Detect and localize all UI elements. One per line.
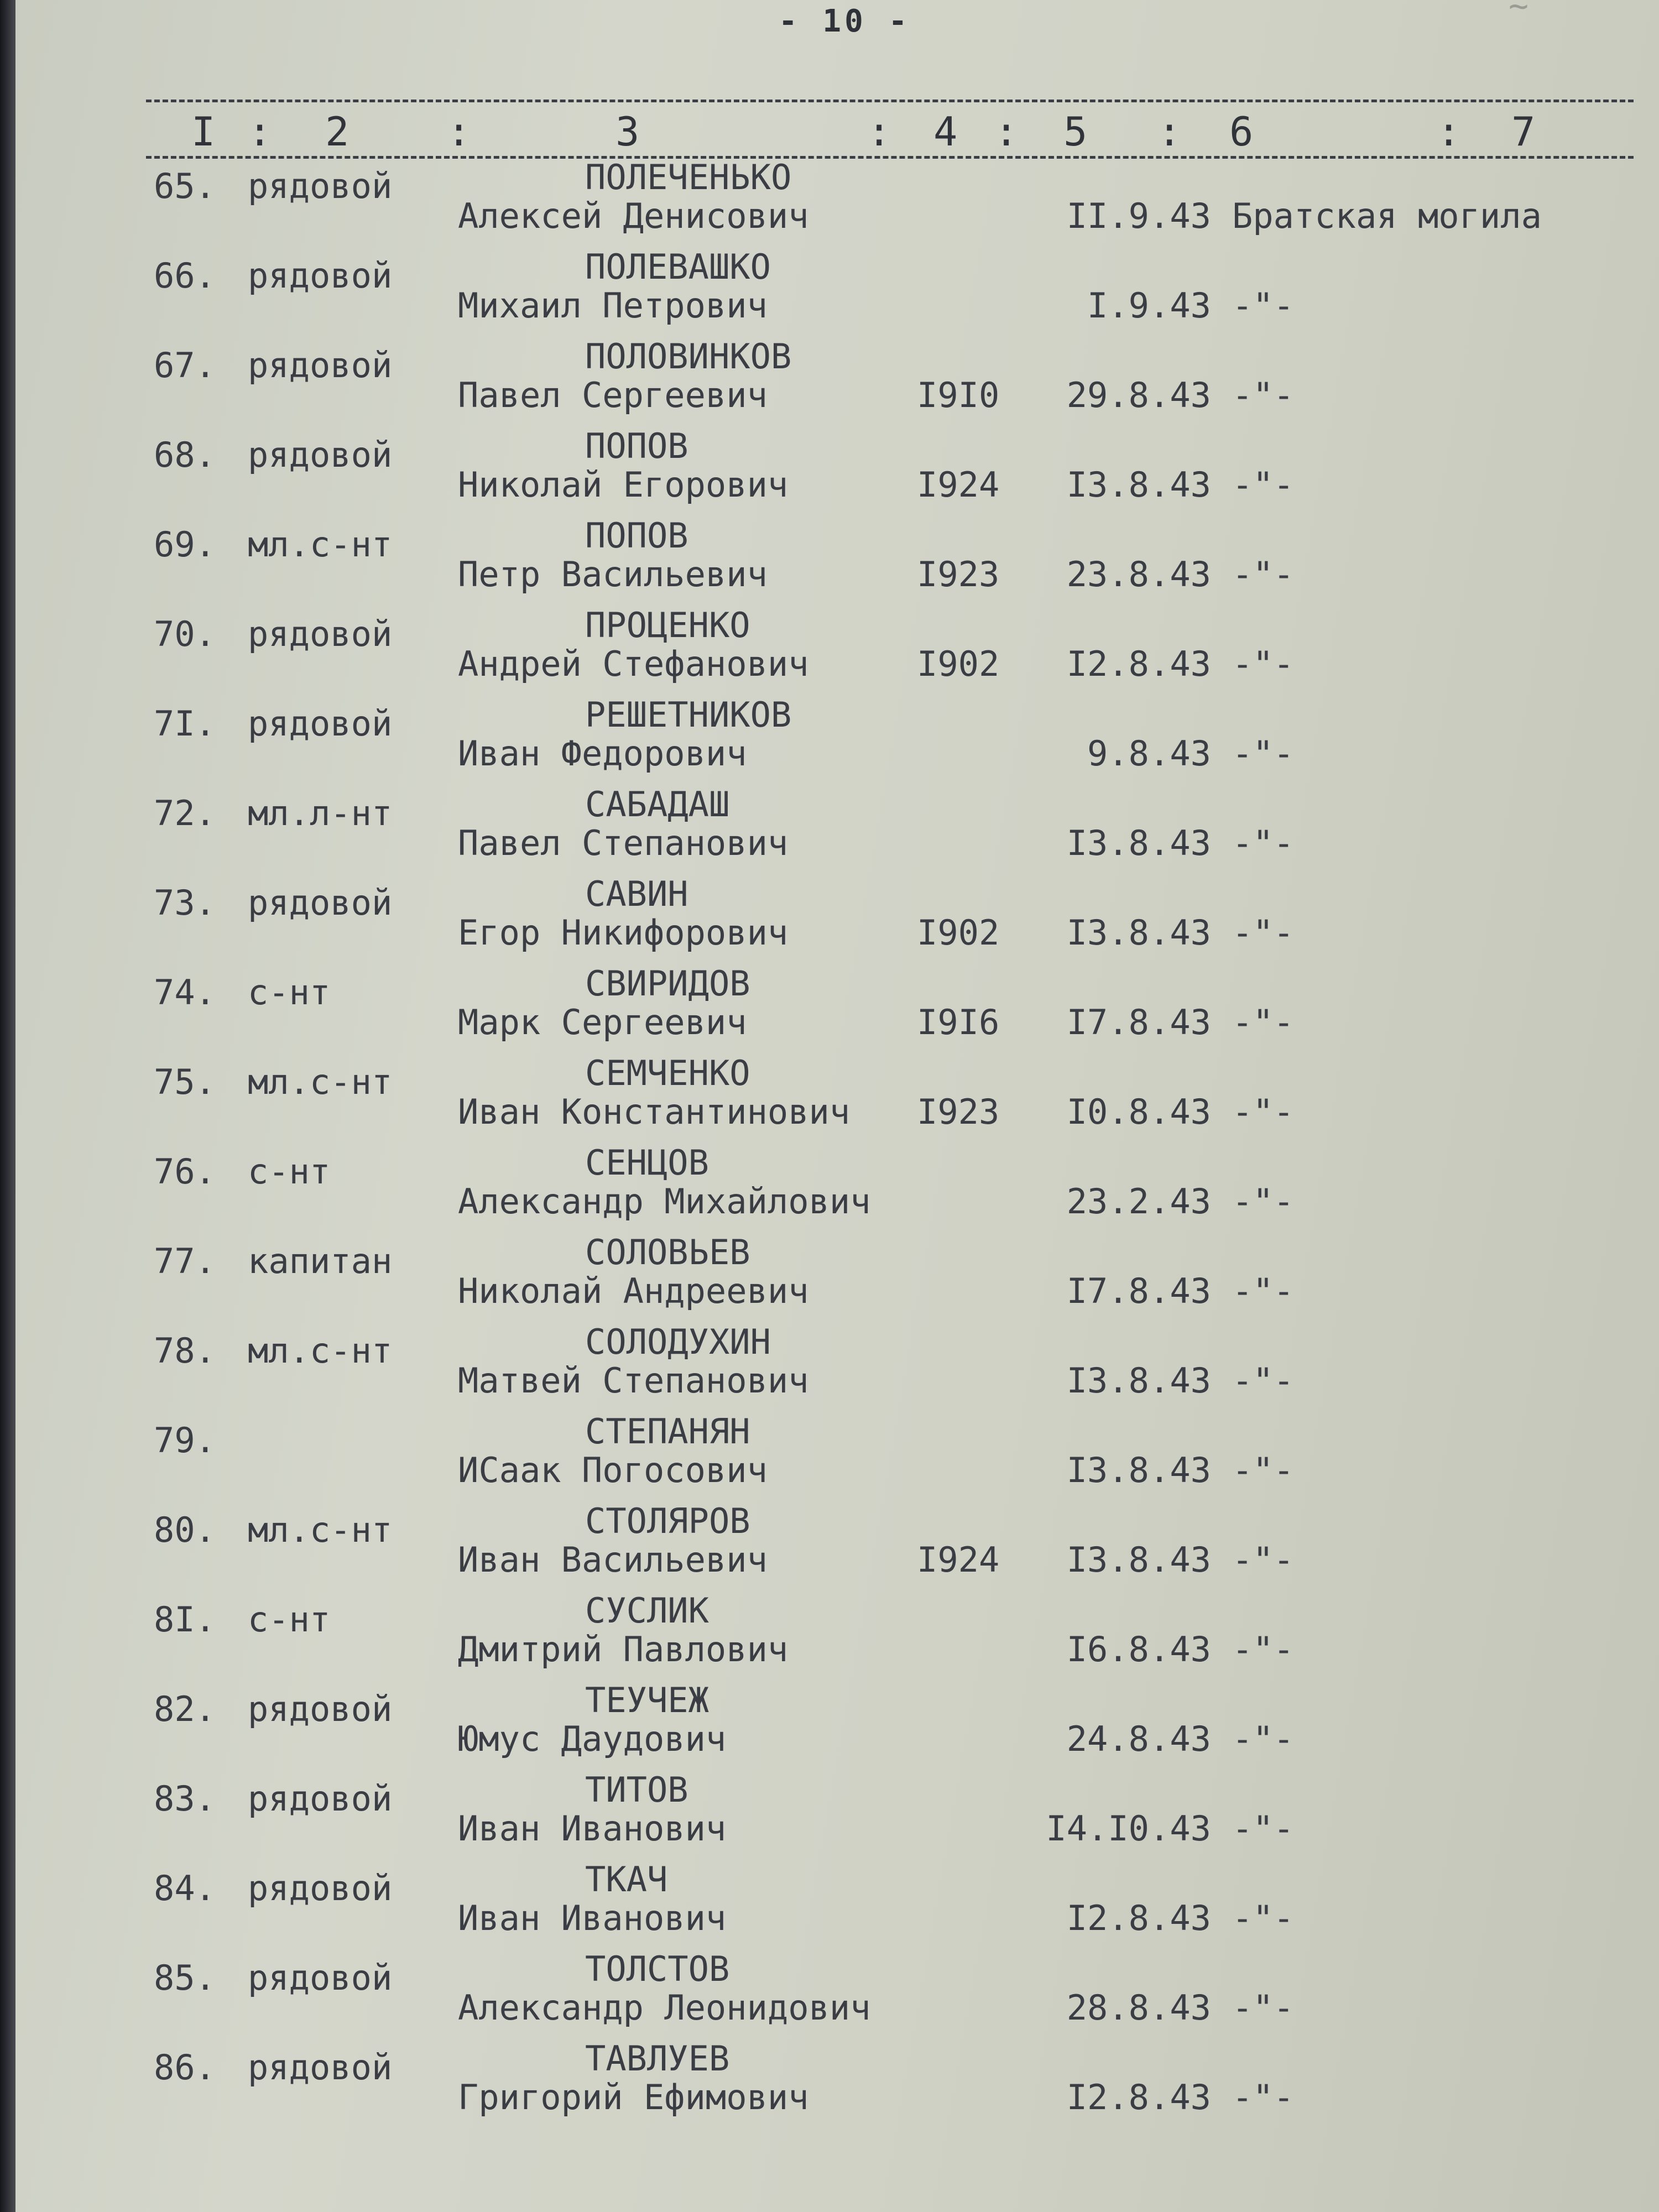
page-number: - 10 - bbox=[779, 3, 911, 39]
entry-burial-place: -"- bbox=[1232, 644, 1294, 684]
entry-burial-place: -"- bbox=[1232, 465, 1294, 505]
entry-rank: рядовой bbox=[248, 2047, 393, 2088]
entry-given-names: Петр Васильевич bbox=[458, 554, 768, 594]
column-header-2: 2 bbox=[325, 108, 349, 155]
entry-number: 70. bbox=[154, 614, 216, 654]
entry-number: 73. bbox=[154, 883, 216, 923]
entry-given-names: Алексей Денисович bbox=[458, 196, 809, 236]
entry-number: 85. bbox=[154, 1958, 216, 1998]
entry-rank: рядовой bbox=[248, 614, 393, 654]
entry-surname: РЕШЕТНИКОВ bbox=[585, 695, 792, 735]
entry-number: 76. bbox=[154, 1151, 216, 1192]
entry-rank: рядовой bbox=[248, 1958, 393, 1998]
column-separator: : bbox=[248, 108, 272, 155]
entry-birth-year: I923 bbox=[917, 554, 1000, 594]
entry-burial-place: -"- bbox=[1232, 912, 1294, 953]
entry-rank: рядовой bbox=[248, 435, 393, 475]
entry-rank: рядовой bbox=[248, 703, 393, 744]
entry-death-date: 28.8.43 bbox=[1066, 1987, 1211, 2028]
entry-surname: СТЕПАНЯН bbox=[585, 1411, 750, 1452]
column-header-5: 5 bbox=[1063, 108, 1088, 155]
entry-death-date: I3.8.43 bbox=[1066, 1360, 1211, 1401]
entry-rank: рядовой bbox=[248, 1868, 393, 1908]
entry-number: 78. bbox=[154, 1331, 216, 1371]
list-item bbox=[15, 1053, 1659, 1151]
entry-death-date: I3.8.43 bbox=[1066, 465, 1211, 505]
entry-death-date: I2.8.43 bbox=[1066, 1898, 1211, 1938]
entry-given-names: Александр Леонидович bbox=[458, 1987, 871, 2028]
entry-birth-year: I923 bbox=[917, 1092, 1000, 1132]
entry-given-names: Павел Степанович bbox=[458, 823, 789, 863]
entry-burial-place: -"- bbox=[1232, 1808, 1294, 1849]
entry-burial-place: Братская могила bbox=[1232, 196, 1542, 236]
list-item bbox=[15, 695, 1659, 793]
entry-surname: СВИРИДОВ bbox=[585, 963, 750, 1004]
entry-burial-place: -"- bbox=[1232, 1719, 1294, 1759]
entry-number: 66. bbox=[154, 255, 216, 296]
entry-death-date: I7.8.43 bbox=[1066, 1271, 1211, 1311]
entry-rank: рядовой bbox=[248, 883, 393, 923]
entry-given-names: Иван Федорович bbox=[458, 733, 747, 774]
entry-death-date: II.9.43 bbox=[1066, 196, 1211, 236]
entry-rank: рядовой bbox=[248, 1778, 393, 1819]
entry-burial-place: -"- bbox=[1232, 733, 1294, 774]
entry-given-names: Иван Васильевич bbox=[458, 1540, 768, 1580]
entry-burial-place: -"- bbox=[1232, 1092, 1294, 1132]
entry-birth-year: I9I0 bbox=[917, 375, 1000, 415]
entry-surname: СТОЛЯРОВ bbox=[585, 1501, 750, 1541]
entry-birth-year: I902 bbox=[917, 644, 1000, 684]
column-header-7: 7 bbox=[1511, 108, 1536, 155]
entry-death-date: I6.8.43 bbox=[1066, 1629, 1211, 1670]
list-item bbox=[15, 426, 1659, 524]
entry-given-names: Иван Константинович bbox=[458, 1092, 851, 1132]
entry-burial-place: -"- bbox=[1232, 285, 1294, 326]
entry-burial-place: -"- bbox=[1232, 1987, 1294, 2028]
entry-death-date: I2.8.43 bbox=[1066, 644, 1211, 684]
entry-death-date: I2.8.43 bbox=[1066, 2077, 1211, 2117]
entry-death-date: I7.8.43 bbox=[1066, 1002, 1211, 1042]
list-item bbox=[15, 605, 1659, 703]
entry-given-names: Михаил Петрович bbox=[458, 285, 768, 326]
list-item bbox=[15, 1859, 1659, 1958]
entry-rank: капитан bbox=[248, 1241, 393, 1281]
entry-number: 65. bbox=[154, 166, 216, 206]
entry-number: 82. bbox=[154, 1689, 216, 1729]
corner-pencil-mark: ~ bbox=[1509, 0, 1529, 25]
entry-given-names: Юмус Даудович bbox=[458, 1719, 727, 1759]
entry-rank: мл.с-нт bbox=[248, 524, 393, 565]
entry-rank: рядовой bbox=[248, 345, 393, 385]
entry-surname: ПОЛЕВАШКО bbox=[585, 247, 771, 287]
column-header-3: 3 bbox=[615, 108, 640, 155]
entry-given-names: Марк Сергеевич bbox=[458, 1002, 747, 1042]
column-header-4: 4 bbox=[933, 108, 958, 155]
entry-given-names: Николай Андреевич bbox=[458, 1271, 809, 1311]
entry-number: 69. bbox=[154, 524, 216, 565]
entry-surname: САБАДАШ bbox=[585, 784, 730, 825]
entry-surname: ПОЛОВИНКОВ bbox=[585, 336, 792, 377]
list-item bbox=[15, 1590, 1659, 1689]
entry-surname: СУСЛИК bbox=[585, 1590, 709, 1631]
entry-given-names: Иван Иванович bbox=[458, 1808, 727, 1849]
entry-number: 74. bbox=[154, 972, 216, 1013]
entry-death-date: I4.I0.43 bbox=[1046, 1808, 1211, 1849]
list-item bbox=[15, 247, 1659, 345]
entry-surname: ПОПОВ bbox=[585, 515, 688, 556]
entry-death-date: 23.2.43 bbox=[1066, 1181, 1211, 1222]
entry-death-date: I3.8.43 bbox=[1066, 912, 1211, 953]
entry-rank: с-нт bbox=[248, 972, 331, 1013]
entry-burial-place: -"- bbox=[1232, 1181, 1294, 1222]
typed-document-page bbox=[15, 0, 1659, 2212]
entry-rank: рядовой bbox=[248, 255, 393, 296]
list-item bbox=[15, 784, 1659, 883]
entry-burial-place: -"- bbox=[1232, 375, 1294, 415]
entry-surname: ТИТОВ bbox=[585, 1770, 688, 1810]
column-separator: : bbox=[1437, 108, 1461, 155]
entry-rank: мл.с-нт bbox=[248, 1331, 393, 1371]
list-item bbox=[15, 515, 1659, 614]
entry-surname: СОЛОДУХИН bbox=[585, 1322, 771, 1362]
entry-given-names: Иван Иванович bbox=[458, 1898, 727, 1938]
entry-number: 7I. bbox=[154, 703, 216, 744]
entry-burial-place: -"- bbox=[1232, 2077, 1294, 2117]
entry-burial-place: -"- bbox=[1232, 1002, 1294, 1042]
entry-given-names: Григорий Ефимович bbox=[458, 2077, 809, 2117]
column-separator: : bbox=[994, 108, 1019, 155]
list-item bbox=[15, 1411, 1659, 1510]
entry-death-date: 23.8.43 bbox=[1066, 554, 1211, 594]
entry-burial-place: -"- bbox=[1232, 1271, 1294, 1311]
entry-given-names: Николай Егорович bbox=[458, 465, 789, 505]
entry-birth-year: I902 bbox=[917, 912, 1000, 953]
list-item bbox=[15, 1142, 1659, 1241]
entry-rank: с-нт bbox=[248, 1599, 331, 1640]
entry-number: 79. bbox=[154, 1420, 216, 1460]
list-item bbox=[15, 1232, 1659, 1331]
list-item bbox=[15, 874, 1659, 972]
entry-death-date: 29.8.43 bbox=[1066, 375, 1211, 415]
entry-number: 80. bbox=[154, 1510, 216, 1550]
entry-rank: мл.с-нт bbox=[248, 1510, 393, 1550]
entry-rank: мл.с-нт bbox=[248, 1062, 393, 1102]
header-bottom-rule bbox=[146, 156, 1634, 159]
entry-surname: САВИН bbox=[585, 874, 688, 914]
entry-given-names: Егор Никифорович bbox=[458, 912, 789, 953]
entry-burial-place: -"- bbox=[1232, 554, 1294, 594]
entry-death-date: 9.8.43 bbox=[1087, 733, 1211, 774]
entry-number: 77. bbox=[154, 1241, 216, 1281]
entry-burial-place: -"- bbox=[1232, 1450, 1294, 1490]
list-item bbox=[15, 2038, 1659, 2137]
entry-given-names: Андрей Стефанович bbox=[458, 644, 809, 684]
entry-burial-place: -"- bbox=[1232, 823, 1294, 863]
entry-burial-place: -"- bbox=[1232, 1540, 1294, 1580]
column-header-6: 6 bbox=[1229, 108, 1254, 155]
entry-burial-place: -"- bbox=[1232, 1898, 1294, 1938]
list-item bbox=[15, 1322, 1659, 1420]
header-top-rule bbox=[146, 100, 1634, 102]
entry-surname: СОЛОВЬЕВ bbox=[585, 1232, 750, 1272]
entry-given-names: Павел Сергеевич bbox=[458, 375, 768, 415]
entry-given-names: ИСаак Погосович bbox=[458, 1450, 768, 1490]
list-item bbox=[15, 157, 1659, 255]
entry-death-date: I.9.43 bbox=[1087, 285, 1211, 326]
entry-number: 8I. bbox=[154, 1599, 216, 1640]
entry-death-date: I3.8.43 bbox=[1066, 823, 1211, 863]
entry-surname: ТЕУЧЕЖ bbox=[585, 1680, 709, 1720]
entry-number: 75. bbox=[154, 1062, 216, 1102]
entry-number: 86. bbox=[154, 2047, 216, 2088]
column-separator: : bbox=[447, 108, 471, 155]
entry-number: 67. bbox=[154, 345, 216, 385]
entry-number: 83. bbox=[154, 1778, 216, 1819]
list-item bbox=[15, 1949, 1659, 2047]
entry-rank: рядовой bbox=[248, 1689, 393, 1729]
entry-given-names: Матвей Степанович bbox=[458, 1360, 809, 1401]
list-item bbox=[15, 963, 1659, 1062]
column-separator: : bbox=[867, 108, 891, 155]
entry-rank: мл.л-нт bbox=[248, 793, 393, 833]
entry-surname: ПОПОВ bbox=[585, 426, 688, 466]
list-item bbox=[15, 1770, 1659, 1868]
entry-birth-year: I924 bbox=[917, 465, 1000, 505]
entry-number: 72. bbox=[154, 793, 216, 833]
entry-rank: рядовой bbox=[248, 166, 393, 206]
entry-burial-place: -"- bbox=[1232, 1629, 1294, 1670]
entry-given-names: Александр Михайлович bbox=[458, 1181, 871, 1222]
entry-birth-year: I924 bbox=[917, 1540, 1000, 1580]
entry-surname: СЕНЦОВ bbox=[585, 1142, 709, 1183]
entry-surname: ПОЛЕЧЕНЬКО bbox=[585, 157, 792, 197]
entry-death-date: I3.8.43 bbox=[1066, 1540, 1211, 1580]
entry-death-date: I0.8.43 bbox=[1066, 1092, 1211, 1132]
entry-given-names: Дмитрий Павлович bbox=[458, 1629, 789, 1670]
entry-number: 68. bbox=[154, 435, 216, 475]
page-binding-edge bbox=[0, 0, 15, 2212]
entry-surname: ТАВЛУЕВ bbox=[585, 2038, 730, 2079]
entry-death-date: I3.8.43 bbox=[1066, 1450, 1211, 1490]
entry-death-date: 24.8.43 bbox=[1066, 1719, 1211, 1759]
entry-surname: ТОЛСТОВ bbox=[585, 1949, 730, 1989]
column-separator: : bbox=[1157, 108, 1182, 155]
list-item bbox=[15, 336, 1659, 435]
entry-number: 84. bbox=[154, 1868, 216, 1908]
column-header-1: I bbox=[191, 108, 216, 155]
entry-burial-place: -"- bbox=[1232, 1360, 1294, 1401]
list-item bbox=[15, 1501, 1659, 1599]
entry-rank: с-нт bbox=[248, 1151, 331, 1192]
entry-surname: ПРОЦЕНКО bbox=[585, 605, 750, 645]
list-item bbox=[15, 1680, 1659, 1778]
entry-surname: ТКАЧ bbox=[585, 1859, 668, 1900]
entry-surname: СЕМЧЕНКО bbox=[585, 1053, 750, 1093]
entry-birth-year: I9I6 bbox=[917, 1002, 1000, 1042]
